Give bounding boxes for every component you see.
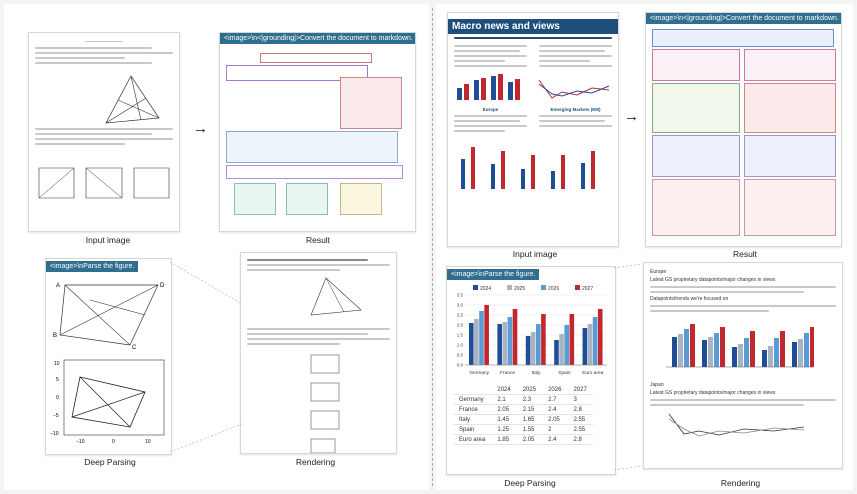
y-tick-label: 1.5 bbox=[456, 332, 463, 338]
coordinate-plot bbox=[50, 357, 168, 447]
table-cell: 3 bbox=[567, 395, 592, 405]
caption-rendering-left: Rendering bbox=[295, 457, 336, 467]
table-cell: 2.05 bbox=[491, 405, 516, 415]
caption-input-image-left: Input image bbox=[85, 235, 131, 245]
result-document-left bbox=[219, 32, 416, 232]
table-row-label: France bbox=[453, 405, 491, 415]
prompt-figure-right: <image>\nParse the figure. bbox=[447, 269, 539, 280]
x-tick-label: −10 bbox=[76, 439, 85, 445]
caption-rendering-right: Rendering bbox=[720, 478, 761, 488]
y-tick-label: −5 bbox=[53, 413, 59, 419]
table-cell: 2.4 bbox=[542, 435, 567, 445]
bar bbox=[583, 328, 588, 365]
table-row-label: Italy bbox=[453, 415, 491, 425]
y-tick-label: 0.0 bbox=[456, 362, 463, 368]
bar bbox=[541, 314, 546, 365]
table-cell: 1.25 bbox=[491, 425, 516, 435]
caption-result-right: Result bbox=[732, 249, 758, 259]
table-header-cell: 2024 bbox=[491, 385, 516, 395]
rendered-bar-chart bbox=[664, 315, 814, 373]
bar bbox=[484, 305, 489, 365]
table-header-row bbox=[453, 385, 593, 395]
table-cell: 2 bbox=[542, 425, 567, 435]
mini-bar-chart bbox=[452, 70, 527, 102]
caption-deep-parsing-left: Deep Parsing bbox=[84, 457, 136, 467]
input-macro-document bbox=[447, 12, 619, 247]
legend-label: 2024 bbox=[480, 286, 492, 292]
table-cell: 2.3 bbox=[517, 395, 542, 405]
render-heading-views: Latest GS proprietary datapoints/major changes in views bbox=[650, 277, 776, 283]
macro-title: Macro news and views bbox=[448, 19, 618, 34]
table-cell: 2.8 bbox=[567, 405, 592, 415]
result-figure-box bbox=[340, 77, 402, 129]
caption-deep-parsing-right: Deep Parsing bbox=[504, 478, 556, 488]
table-cell: 1.65 bbox=[517, 415, 542, 425]
table-cell: 2.55 bbox=[567, 415, 592, 425]
rendered-line-chart bbox=[664, 409, 814, 443]
bar bbox=[497, 324, 502, 365]
chart-data-table bbox=[453, 385, 593, 445]
y-tick-label: 3.5 bbox=[456, 292, 463, 298]
table-header-cell: 2027 bbox=[567, 385, 592, 395]
input-math-document: ──────────── bbox=[28, 32, 180, 232]
triangle-figure bbox=[101, 73, 161, 128]
legend-swatch bbox=[541, 285, 546, 290]
bar bbox=[593, 317, 598, 365]
table-header-cell: 2026 bbox=[542, 385, 567, 395]
arrow-icon: → bbox=[193, 120, 208, 137]
table-cell: 1.55 bbox=[517, 425, 542, 435]
three-small-figures bbox=[34, 163, 174, 203]
table-cell: 1.85 bbox=[491, 435, 516, 445]
y-tick-label: 1.0 bbox=[456, 342, 463, 348]
prompt-figure-left: <image>\nParse the figure. bbox=[46, 261, 138, 272]
legend-label: 2027 bbox=[582, 286, 594, 292]
y-tick-label: 0 bbox=[56, 395, 59, 401]
mini-line-chart bbox=[537, 70, 612, 102]
render-heading-trends: Datapoints/trends we're focused on bbox=[650, 296, 729, 302]
section-europe-label: Europe bbox=[482, 106, 499, 112]
bar bbox=[531, 332, 536, 365]
svg-text:B: B bbox=[53, 333, 58, 339]
legend-label: 2025 bbox=[514, 286, 526, 292]
result-bar-chart-box bbox=[652, 83, 740, 133]
bar bbox=[508, 317, 513, 365]
table-cell: 2.1 bbox=[491, 395, 516, 405]
svg-text:A: A bbox=[56, 283, 61, 289]
rendering-document-left bbox=[240, 252, 397, 454]
table-row bbox=[453, 425, 593, 435]
bar bbox=[598, 309, 603, 365]
svg-text:C: C bbox=[132, 345, 137, 350]
deep-parsing-right bbox=[446, 266, 616, 475]
grouped-bar-chart bbox=[447, 281, 613, 377]
bar bbox=[564, 325, 569, 365]
bar bbox=[559, 334, 564, 365]
rendering-document-right bbox=[643, 262, 843, 469]
x-tick-label: Spain bbox=[558, 371, 571, 376]
legend-label: 2026 bbox=[548, 286, 560, 292]
table-cell: 2.7 bbox=[542, 395, 567, 405]
table-row bbox=[453, 405, 593, 415]
table-header-cell: 2025 bbox=[517, 385, 542, 395]
legend-swatch bbox=[473, 285, 478, 290]
table-cell: 1.45 bbox=[491, 415, 516, 425]
legend-swatch bbox=[575, 285, 580, 290]
result-document-right bbox=[645, 12, 842, 247]
y-tick-label: 5 bbox=[56, 377, 59, 383]
bar bbox=[502, 322, 507, 365]
table-cell: 2.8 bbox=[567, 435, 592, 445]
bar bbox=[588, 324, 593, 365]
bar bbox=[469, 323, 474, 365]
y-tick-label: 2.5 bbox=[456, 312, 463, 318]
bar bbox=[474, 319, 479, 365]
table-row-label: Spain bbox=[453, 425, 491, 435]
x-tick-label: 0 bbox=[112, 439, 115, 445]
table-row bbox=[453, 435, 593, 445]
table-cell: 2.15 bbox=[517, 405, 542, 415]
table-cell: 2.05 bbox=[517, 435, 542, 445]
table-row bbox=[453, 415, 593, 425]
table-row-label: Euro area bbox=[453, 435, 491, 445]
y-tick-label: 3.0 bbox=[456, 302, 463, 308]
bar bbox=[526, 336, 531, 365]
y-tick-label: −10 bbox=[50, 431, 59, 437]
geometry-figure bbox=[50, 275, 168, 350]
bar bbox=[513, 309, 518, 365]
x-tick-label: Euro area bbox=[582, 371, 604, 376]
arrow-icon: → bbox=[624, 108, 639, 125]
bar bbox=[570, 314, 575, 365]
section-em-label: Emerging Markets (EM) bbox=[550, 106, 601, 112]
table-row bbox=[453, 395, 593, 405]
bar bbox=[554, 340, 559, 365]
y-tick-label: 10 bbox=[54, 361, 60, 367]
table-cell: 2.55 bbox=[567, 425, 592, 435]
prompt-markdown-right: <image>\n<|grounding|>Convert the document to markdown. bbox=[646, 13, 841, 24]
x-tick-label: Italy bbox=[531, 371, 541, 376]
y-tick-label: 0.5 bbox=[456, 352, 463, 358]
x-tick-label: 10 bbox=[145, 439, 151, 445]
center-divider bbox=[432, 8, 433, 486]
deep-parsing-left bbox=[45, 258, 172, 455]
caption-result-left: Result bbox=[305, 235, 331, 245]
table-cell: 2.05 bbox=[542, 415, 567, 425]
bar bbox=[479, 311, 484, 365]
y-tick-label: 2.0 bbox=[456, 322, 463, 328]
rendered-triangle bbox=[306, 275, 366, 320]
legend-swatch bbox=[507, 285, 512, 290]
render-heading-japan: Japan bbox=[650, 382, 664, 388]
table-row-label: Germany bbox=[453, 395, 491, 405]
bar bbox=[536, 324, 541, 365]
caption-input-image-right: Input image bbox=[512, 249, 558, 259]
prompt-markdown-left: <image>\n<|grounding|>Convert the document to markdown. bbox=[220, 33, 415, 44]
rendered-small-figures bbox=[301, 353, 361, 454]
mini-bar-chart-bottom bbox=[453, 139, 613, 194]
x-tick-label: France bbox=[500, 371, 516, 376]
x-tick-label: Germany bbox=[469, 371, 490, 376]
svg-text:D: D bbox=[160, 283, 165, 289]
render-heading-europe: Europe bbox=[650, 269, 667, 275]
render-heading-japan-views: Latest GS proprietary datapoints/major changes in views bbox=[650, 390, 776, 396]
result-line-chart-box bbox=[744, 83, 836, 133]
table-cell: 2.4 bbox=[542, 405, 567, 415]
